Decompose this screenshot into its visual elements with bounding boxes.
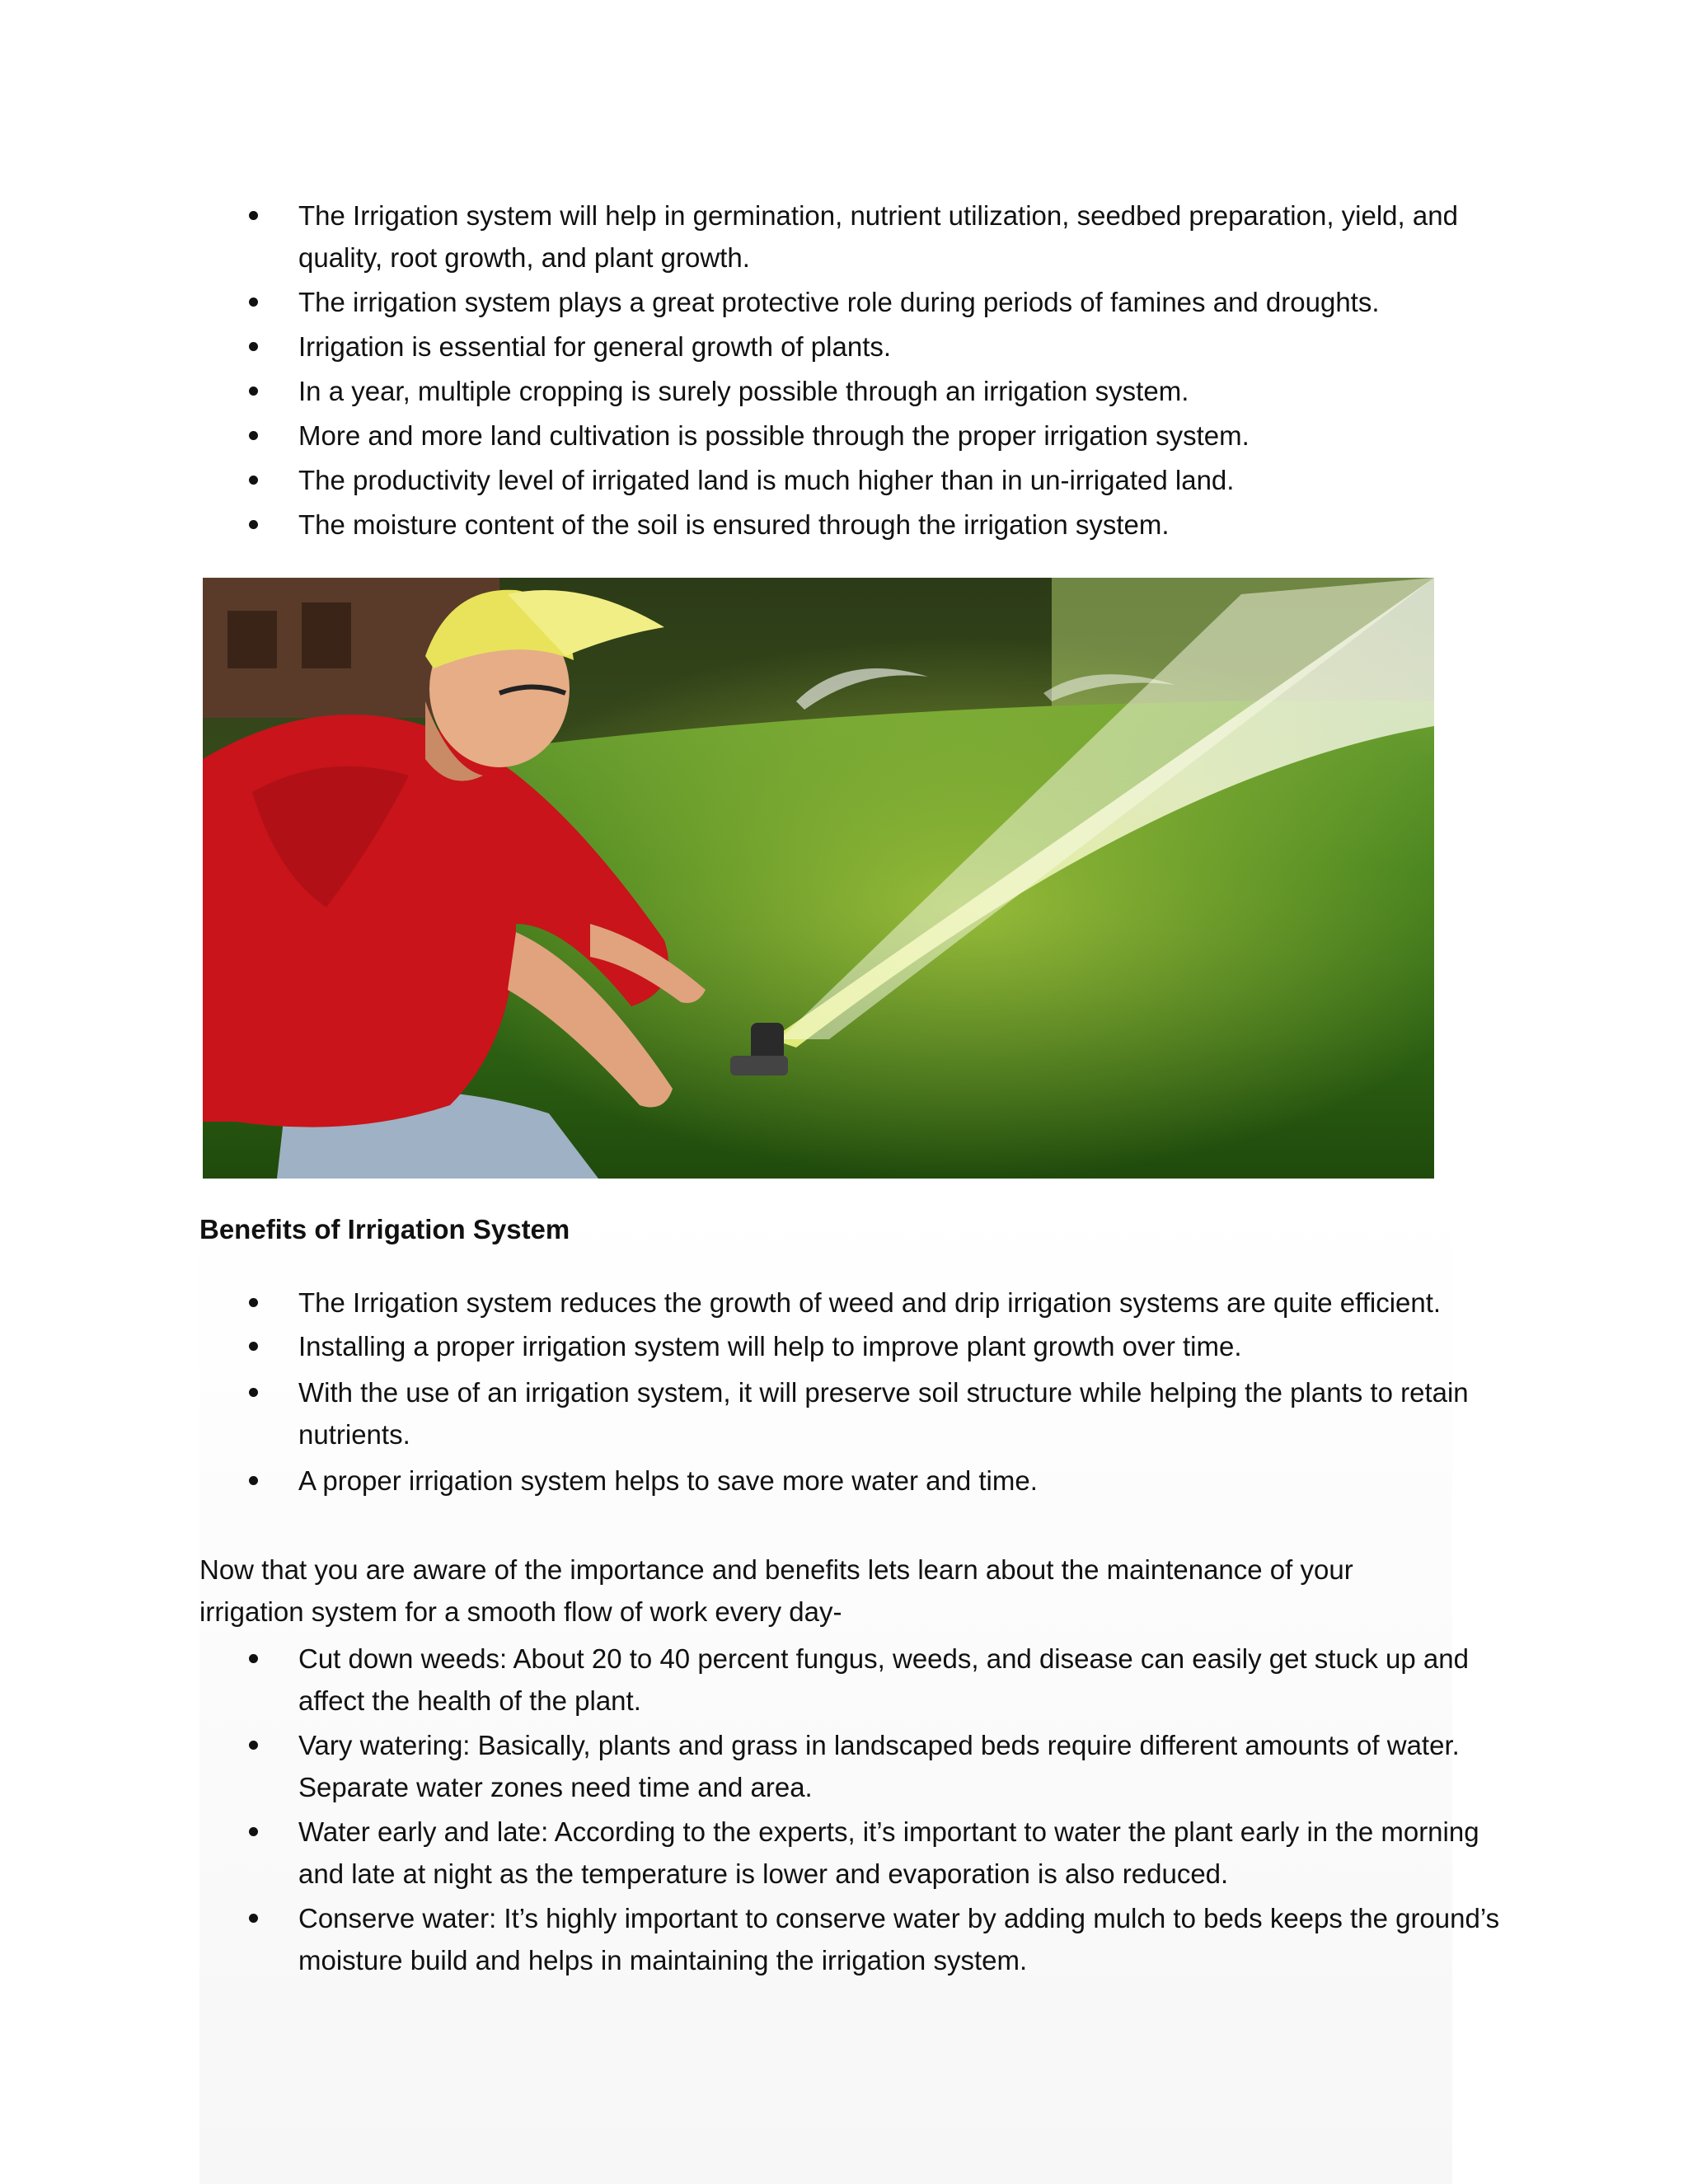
list-item: The moisture content of the soil is ensured through the irrigation system. (247, 504, 1500, 546)
list-item: More and more land cultivation is possible through the proper irrigation system. (247, 415, 1500, 457)
list-item: The productivity level of irrigated land is much higher than in un-irrigated land. (247, 459, 1500, 501)
list-item: Vary watering: Basically, plants and grass in landscaped beds require different amounts of water. Separate water zones need time and area. (247, 1724, 1500, 1808)
benefits-bullet-list (247, 1282, 1500, 1503)
list-item: In a year, multiple cropping is surely possible through an irrigation system. (247, 370, 1500, 412)
list-item: Conserve water: It’s highly important to conserve water by adding mulch to beds keeps the ground’s moisture build and helps in maintaining the irrigation system. (247, 1897, 1500, 1981)
list-item: The Irrigation system reduces the growth of weed and drip irrigation systems are quite efficient. (247, 1282, 1500, 1324)
list-item: The irrigation system plays a great protective role during periods of famines and droughts. (247, 281, 1500, 323)
maintenance-bullet-list (247, 1638, 1500, 1984)
intro-bullet-list (247, 194, 1500, 548)
maintenance-intro-paragraph: Now that you are aware of the importance and benefits lets learn about the maintenance of your irrigation system for a smooth flow of work every day- (199, 1554, 1353, 1627)
list-item: Installing a proper irrigation system will help to improve plant growth over time. (247, 1325, 1500, 1367)
list-item: Water early and late: According to the experts, it’s important to water the plant early in the morning and late at night as the temperature is lower and evaporation is also reduced. (247, 1811, 1500, 1895)
list-item: With the use of an irrigation system, it will preserve soil structure while helping the plants to retain nutrients. (247, 1371, 1500, 1455)
irrigation-sprinkler-photo (203, 578, 1434, 1179)
list-item: Irrigation is essential for general growth of plants. (247, 326, 1500, 368)
section-heading: Benefits of Irrigation System (199, 1214, 570, 1244)
list-item: A proper irrigation system helps to save more water and time. (247, 1460, 1500, 1502)
list-item: The Irrigation system will help in germination, nutrient utilization, seedbed preparation, yield, and quality, root growth, and plant growth. (247, 194, 1500, 279)
list-item: Cut down weeds: About 20 to 40 percent fungus, weeds, and disease can easily get stuck up and affect the health of the plant. (247, 1638, 1500, 1722)
